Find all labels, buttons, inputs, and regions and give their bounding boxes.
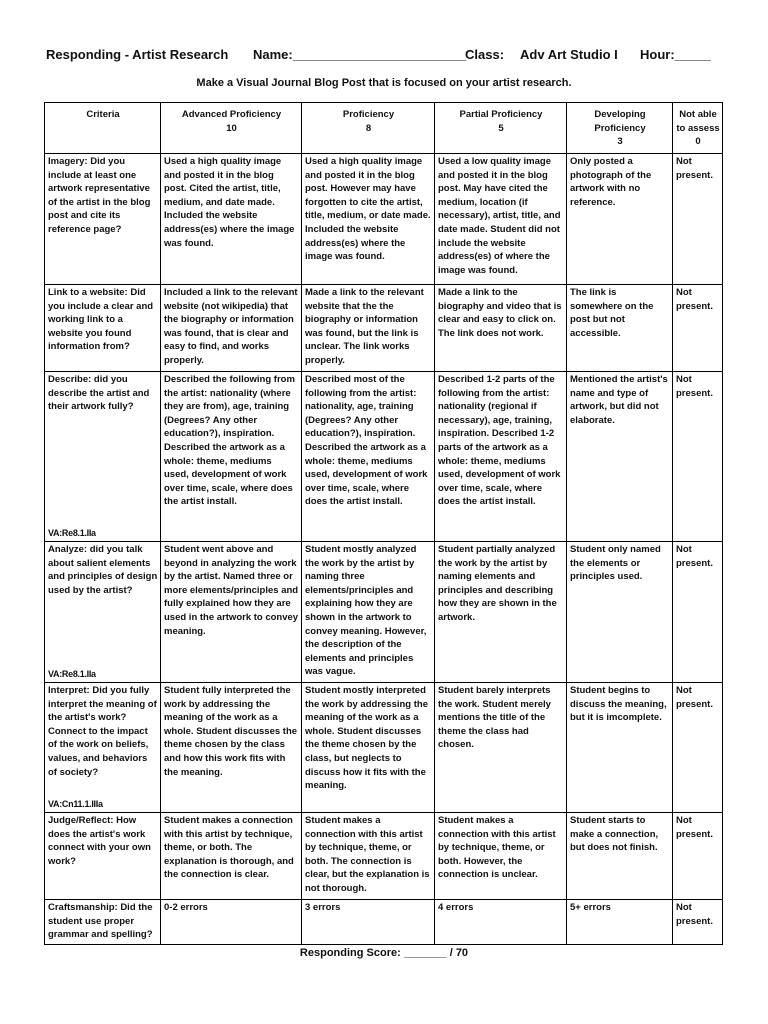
standard-code: VA:Cn11.1.IIIa [48,799,103,810]
criteria-text: Judge/Reflect: How does the artist's work connect with your own work? [48,815,151,867]
not-able-text: Not present. [676,544,713,569]
assignment-title: Responding - Artist Research [46,47,229,62]
criteria-text: Analyze: did you talk about salient elements and principles of design used by the artist? [48,544,158,596]
column-header-criteria [45,103,161,154]
partial-text: Described 1-2 parts of the following from the artist: nationality (regional if necessary), age, training, inspiration. Described 1-2 parts of the artwork as a whole: theme, mediums used, development of work over time, scale, where does the artist install. [438,374,561,508]
not-able-cell [673,154,723,285]
column-header-not-able [673,103,723,154]
partial-text: 4 errors [438,902,474,913]
developing-text: Student starts to make a connection, but does not finish. [570,815,659,854]
developing-cell [567,285,673,372]
column-points: 10 [226,122,237,134]
proficient-cell [302,285,435,372]
not-able-cell [673,285,723,372]
proficient-text: Student mostly analyzed the work by the artist by naming three elements/principles and explaining how they are shown in the artwork to convey meaning. However, the description of the elements and principles was vague. [305,544,427,678]
column-header-developing [567,103,673,154]
partial-cell [435,542,567,683]
criteria-text: Craftsmanship: Did the student use proper grammar and spelling? [48,902,153,941]
column-title: Criteria [86,109,120,120]
not-able-text: Not present. [676,287,713,312]
partial-text: Student partially analyzed the work by the artist by naming elements and principles and describing how they are shown in the artwork. [438,544,557,623]
column-header-advanced [161,103,302,154]
partial-text: Used a low quality image and posted it in the blog post. May have cited the medium, location (if necessary), artist, title, and date made. Student did not include the website address(es) of where the image was found. [438,156,561,276]
criteria-cell [45,813,161,900]
column-title: Partial Proficiency [459,109,543,120]
criteria-text: Imagery: Did you include at least one artwork representative of the artist in the blog post and cite its reference page? [48,156,151,235]
advanced-text: Student makes a connection with this artist by technique, theme, or both. The explanation is thorough, and the connection is clear. [164,815,294,881]
column-header-partial [435,103,567,154]
column-points: 0 [695,136,701,148]
not-able-cell [673,900,723,945]
partial-cell [435,683,567,813]
page-header [46,47,726,67]
criteria-cell [45,683,161,813]
rubric-header-row [45,103,723,154]
proficient-cell [302,813,435,900]
rubric-table [44,102,723,945]
advanced-text: Described the following from the artist: nationality (where they are from), age, training (Degrees? Any other education?), inspiration. Described the artwork as a whole: theme, mediums used, development of work over time, scale, where does the artist install. [164,374,295,508]
proficient-text: Student mostly interpreted the work by addressing the meaning of the work as a whole. Student discusses the theme chosen by the class, but neglects to discuss how it fits with the meaning. [305,685,428,792]
proficient-cell [302,154,435,285]
advanced-text: 0-2 errors [164,902,208,913]
developing-cell [567,813,673,900]
advanced-cell [161,372,302,542]
advanced-cell [161,813,302,900]
not-able-text: Not present. [676,156,713,181]
partial-text: Made a link to the biography and video that is clear and easy to click on. The link does not work. [438,287,562,339]
proficient-text: 3 errors [305,902,341,913]
rubric-row-imagery [45,154,723,285]
class-label: Class: [465,47,505,62]
criteria-text: Interpret: Did you fully interpret the meaning of the artist's work? Connect to the impact of the work on beliefs, values, and behaviors of society? [48,685,157,778]
proficient-text: Described most of the following from the artist: nationality, age, training (Degrees? Any other education?), inspiration. Described the artwork as a whole: theme, mediums used, development of work over time, scale, where does the artist install. [305,374,428,508]
advanced-cell [161,154,302,285]
developing-cell [567,154,673,285]
developing-cell [567,683,673,813]
not-able-cell [673,542,723,683]
proficient-text: Made a link to the relevant website that the the biography or information was found, but the link is unclear. The link works properly. [305,287,424,366]
not-able-text: Not present. [676,685,713,710]
developing-text: The link is somewhere on the post but not accessible. [570,287,654,339]
partial-cell [435,285,567,372]
advanced-text: Student fully interpreted the work by addressing the meaning of the work as a whole. Student discusses the theme chosen by the class and how this work fits with the meaning. [164,685,298,778]
not-able-text: Not present. [676,815,713,840]
column-title: Not able to assess [676,109,720,134]
standard-code: VA:Re8.1.IIa [48,669,96,680]
developing-text: 5+ errors [570,902,611,913]
rubric-row-analyze [45,542,723,683]
column-title: Advanced Proficiency [181,109,282,120]
column-title: Developing Proficiency [594,109,646,134]
rubric-row-craftsmanship [45,900,723,945]
developing-cell [567,900,673,945]
class-value: Adv Art Studio I [520,47,618,62]
column-header-proficiency [302,103,435,154]
developing-text: Only posted a photograph of the artwork with no reference. [570,156,652,208]
advanced-cell [161,285,302,372]
proficient-cell [302,372,435,542]
partial-cell [435,372,567,542]
partial-text: Student makes a connection with this artist by technique, theme, or both. However, the connection is unclear. [438,815,556,881]
criteria-cell [45,900,161,945]
name-field-label: Name:________________________ [253,47,467,62]
proficient-cell [302,900,435,945]
proficient-cell [302,542,435,683]
developing-cell [567,542,673,683]
responding-score-line: Responding Score: _______ / 70 [299,947,469,959]
proficient-text: Used a high quality image and posted it in the blog post. However may have forgotten to cite the artist, title, medium, or date made. Included the website address(es) where the image was found. [305,156,431,263]
rubric-row-link [45,285,723,372]
rubric-row-describe [45,372,723,542]
page-subtitle: Make a Visual Journal Blog Post that is focused on your artist research. [196,77,572,89]
criteria-text: Describe: did you describe the artist and their artwork fully? [48,374,150,413]
column-title: Proficiency [342,109,395,120]
criteria-cell [45,372,161,542]
advanced-cell [161,683,302,813]
partial-cell [435,813,567,900]
proficient-text: Student makes a connection with this artist by technique, theme, or both. The connection is clear, but the explanation is not thorough. [305,815,430,894]
standard-code: VA:Re8.1.IIa [48,528,96,539]
criteria-text: Link to a website: Did you include a clear and working link to a website you found information from? [48,287,154,353]
proficient-cell [302,683,435,813]
partial-cell [435,154,567,285]
not-able-text: Not present. [676,374,713,399]
not-able-cell [673,683,723,813]
developing-cell [567,372,673,542]
partial-cell [435,900,567,945]
advanced-text: Student went above and beyond in analyzing the work by the artist. Named three or more elements/principles and fully explained how they are used in the artwork to convey meaning. [164,544,299,637]
criteria-cell [45,542,161,683]
partial-text: Student barely interprets the work. Student merely mentions the title of the theme the class had chosen. [438,685,551,751]
not-able-cell [673,813,723,900]
developing-text: Mentioned the artist's name and type of artwork, but did not elaborate. [570,374,668,426]
advanced-cell [161,542,302,683]
not-able-text: Not present. [676,902,713,927]
advanced-text: Used a high quality image and posted it in the blog post. Cited the artist, title, medium, and date made. Included the website address(es) where the image was found. [164,156,295,249]
rubric-row-judge-reflect [45,813,723,900]
hour-field-label: Hour:_____ [640,47,711,62]
column-points: 5 [498,122,504,134]
not-able-cell [673,372,723,542]
column-points: 3 [617,136,623,148]
criteria-cell [45,154,161,285]
developing-text: Student begins to discuss the meaning, but it is imcomplete. [570,685,667,724]
advanced-text: Included a link to the relevant website (not wikipedia) that the biography or information was found, that is clear and easy to find, and works properly. [164,287,298,366]
criteria-cell [45,285,161,372]
developing-text: Student only named the elements or principles used. [570,544,661,583]
advanced-cell [161,900,302,945]
rubric-row-interpret [45,683,723,813]
column-points: 8 [365,122,372,134]
